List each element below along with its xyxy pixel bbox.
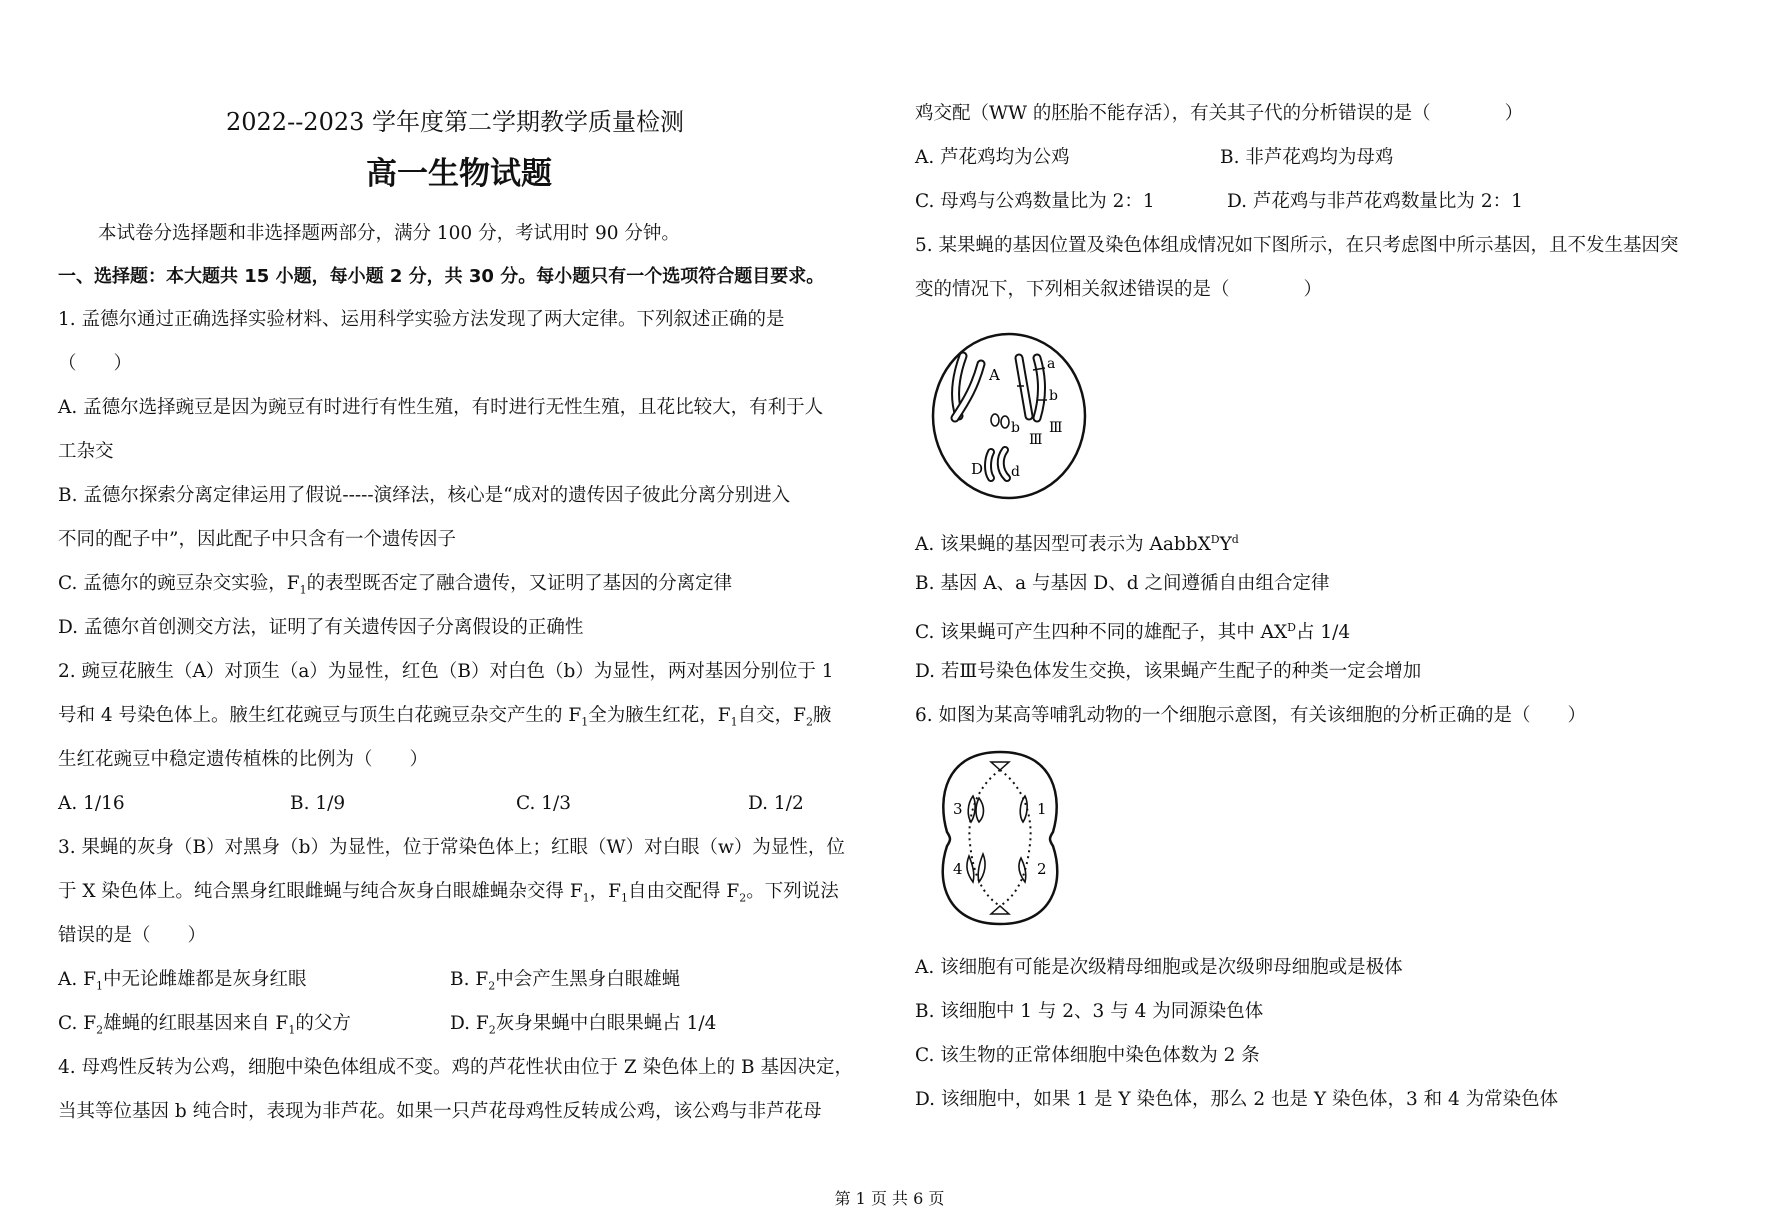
page-footer: 第 1 页 共 6 页 [834,1189,945,1208]
q1-option-a-line2: 工杂交 [58,441,114,462]
q2-line3: 生红花豌豆中稳定遗传植株的比例为（ ） [58,749,429,770]
q5-option-c: C. 该果蝇可产生四种不同的雄配子，其中 $AX^D$占 1/4 [915,621,1351,644]
q2-option-b: B. 1/9 [290,793,346,814]
q6-option-c: C. 该生物的正常体细胞中染色体数为 2 条 [915,1045,1260,1066]
q4-option-a: A. 芦花鸡均为公鸡 [915,147,1070,168]
q4-line1: 4. 母鸡性反转为公鸡，细胞中染色体组成不变。鸡的芦花性状由位于 Z 染色体上的 B 基因决定， [58,1057,854,1078]
q4-option-c: C. 母鸡与公鸡数量比为 2：1 [915,191,1155,212]
fig5-label-b-right: b [1049,388,1058,404]
fig5-label-III-left: Ⅲ [1029,432,1043,448]
q4-option-b: B. 非芦花鸡均为母鸡 [1220,147,1394,168]
fig6-label-1: 1 [1037,800,1047,818]
q6-stem: 6. 如图为某高等哺乳动物的一个细胞示意图，有关该细胞的分析正确的是（ ） [915,705,1587,726]
q6-option-a: A. 该细胞有可能是次级精母细胞或是次级卵母细胞或是极体 [915,957,1403,978]
q5-chromosome-figure [925,328,1095,508]
section-heading: 一、选择题：本大题共 15 小题，每小题 2 分，共 30 分。每小题只有一个选项符合题目要求。 [58,266,825,287]
q1-option-c: C. 孟德尔的豌豆杂交实验，$F_1$的表型既否定了融合遗传，又证明了基因的分离定律 [58,573,733,597]
q2-line1: 2. 豌豆花腋生（A）对顶生（a）为显性，红色（B）对白色（b）为显性，两对基因分别位于 1 [58,661,834,682]
q4-line3: 鸡交配（WW 的胚胎不能存活），有关其子代的分析错误的是（ ） [915,103,1524,124]
q1-option-d: D. 孟德尔首创测交方法，证明了有关遗传因子分离假设的正确性 [58,617,584,638]
exam-subtitle: 高一生物试题 [366,156,552,192]
q3-option-c: C. $F_2$雄蝇的红眼基因来自 $F_1$的父方 [58,1013,351,1037]
fig5-label-III-right: Ⅲ [1049,420,1063,436]
q3-option-d: D. $F_2$灰身果蝇中白眼果蝇占 1/4 [450,1013,717,1037]
q1-stem: 1. 孟德尔通过正确选择实验材料、运用科学实验方法发现了两大定律。下列叙述正确的是 [58,309,785,330]
fig6-label-4: 4 [953,860,963,878]
q4-option-d: D. 芦花鸡与非芦花鸡数量比为 2：1 [1227,191,1523,212]
q6-option-b: B. 该细胞中 1 与 2、3 与 4 为同源染色体 [915,1001,1264,1022]
fig5-label-a: a [1047,356,1056,372]
fig5-label-b-center: b [1011,420,1020,436]
q5-option-b: B. 基因 A、a 与基因 D、d 之间遵循自由组合定律 [915,573,1330,594]
q1-option-a-line1: A. 孟德尔选择豌豆是因为豌豆有时进行有性生殖，有时进行无性生殖，且花比较大，有利于人 [58,397,824,418]
q5-line1: 5. 某果蝇的基因位置及染色体组成情况如下图所示，在只考虑图中所示基因，且不发生基因突 [915,235,1679,256]
exam-title: 2022--2023 学年度第二学期教学质量检测 [226,108,685,136]
q5-option-d: D. 若Ⅲ号染色体发生交换，该果蝇产生配子的种类一定会增加 [915,661,1422,682]
q2-line2: 号和 4 号染色体上。腋生红花豌豆与顶生白花豌豆杂交产生的 $F_1$全为腋生红花，$F_1$自交，$F_2$腋 [58,705,832,729]
q2-option-c: C. 1/3 [516,793,572,814]
fig5-label-d: d [1011,464,1020,480]
q5-line2: 变的情况下，下列相关叙述错误的是（ ） [915,279,1323,300]
q4-line2: 当其等位基因 b 纯合时，表现为非芦花。如果一只芦花母鸡性反转成公鸡，该公鸡与非芦花母 [58,1101,822,1122]
exam-intro: 本试卷分选择题和非选择题两部分，满分 100 分，考试用时 90 分钟。 [98,223,680,244]
q3-line1: 3. 果蝇的灰身（B）对黑身（b）为显性，位于常染色体上；红眼（W）对白眼（w）为显性，位 [58,837,845,858]
fig6-label-2: 2 [1037,860,1047,878]
fig5-label-A: A [989,366,1000,384]
fig6-label-3: 3 [953,800,963,818]
q2-option-a: A. 1/16 [58,793,125,814]
q3-option-b: B. $F_2$中会产生黑身白眼雄蝇 [450,969,681,993]
q3-option-a: A. $F_1$中无论雌雄都是灰身红眼 [58,969,307,993]
q3-line3: 错误的是（ ） [58,925,207,946]
q3-line2: 于 X 染色体上。纯合黑身红眼雌蝇与纯合灰身白眼雄蝇杂交得 $F_1$，$F_1$自由交配得 $F_2$。下列说法 [58,881,839,905]
fig5-label-D: D [971,460,984,478]
q2-option-d: D. 1/2 [748,793,804,814]
q1-paren: （ ） [58,353,133,374]
q6-option-d: D. 该细胞中，如果 1 是 Y 染色体，那么 2 也是 Y 染色体，3 和 4 为常染色体 [915,1089,1559,1110]
q5-option-a: A. 该果蝇的基因型可表示为 $AabbX^DY^d$ [915,533,1239,556]
q1-option-b-line2: 不同的配子中”，因此配子中只含有一个遗传因子 [58,529,456,550]
q6-cell-figure [925,748,1075,928]
q1-option-b-line1: B. 孟德尔探索分离定律运用了假说-----演绎法，核心是“成对的遗传因子彼此分离分别进入 [58,485,791,506]
